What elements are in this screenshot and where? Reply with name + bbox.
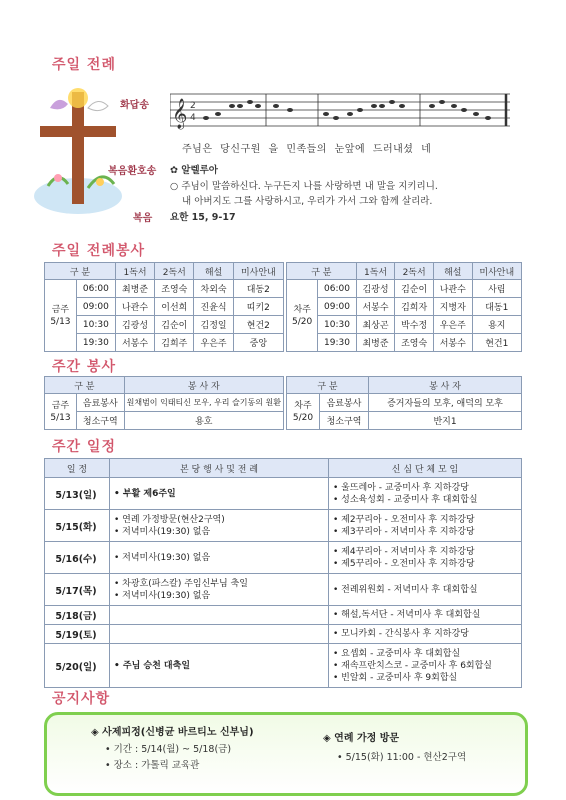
time-cell: 10:30 (76, 316, 115, 334)
table-cell: 우은주 (194, 334, 233, 352)
weekly-service-table-next-week (286, 376, 522, 430)
table-cell: 중앙 (233, 334, 283, 352)
table-row (287, 334, 522, 352)
date-cell: 5/18(금) (45, 606, 110, 625)
week-label: 차주 5/20 (287, 394, 320, 430)
col-header: 구 분 (45, 377, 125, 394)
col-header: 구 분 (287, 377, 369, 394)
gospel-reference: 요한 15, 9-17 (170, 212, 236, 223)
events-cell (110, 625, 329, 644)
table-row (287, 280, 522, 298)
col-header: 1독서 (115, 263, 154, 280)
col-header: 2독서 (395, 263, 434, 280)
liturgy-service-table-this-week (44, 262, 284, 352)
table-cell: 조영숙 (155, 280, 194, 298)
table-cell: 음료봉사 (320, 394, 369, 412)
col-header: 2독서 (155, 263, 194, 280)
date-cell: 5/15(화) (45, 510, 110, 542)
table-row (45, 334, 284, 352)
section-title-weekly-schedule: 주간 일정 (52, 439, 116, 455)
col-header: 일 정 (45, 459, 110, 478)
table-cell: 용호 (124, 412, 283, 430)
table-cell: 나관수 (433, 280, 472, 298)
time-cell: 10:30 (318, 316, 356, 334)
date-cell: 5/19(토) (45, 625, 110, 644)
svg-text:𝄞: 𝄞 (172, 99, 188, 129)
notice-left-item: • 기간 : 5/14(월) ~ 5/18(금) (105, 744, 232, 755)
table-cell: 현건2 (233, 316, 283, 334)
circle-icon: ○ (170, 181, 182, 192)
table-row (45, 316, 284, 334)
table-cell: 김순이 (395, 280, 434, 298)
groups-cell: • 모니카회 - 간식봉사 후 지하강당 (329, 625, 522, 644)
weekly-service-table-this-week (44, 376, 284, 430)
table-header-row (287, 263, 522, 280)
table-cell: 지병자 (433, 298, 472, 316)
table-row (287, 298, 522, 316)
events-cell: • 부활 제6주일 (110, 478, 329, 510)
time-cell: 19:30 (76, 334, 115, 352)
table-cell: 서봉수 (115, 334, 154, 352)
col-header: 구 분 (287, 263, 357, 280)
section-title-notices: 공지사항 (52, 691, 111, 707)
table-row (45, 478, 522, 510)
groups-cell: • 제4꾸리아 - 저녁미사 후 지하강당 • 제5꾸리아 - 오전미사 후 지하강당 (329, 542, 522, 574)
week-label: 금주 5/13 (45, 394, 77, 430)
table-cell: 차외숙 (194, 280, 233, 298)
groups-cell: • 전례위원회 - 저녁미사 후 대회합실 (329, 574, 522, 606)
table-row (45, 280, 284, 298)
table-cell: 청소구역 (76, 412, 124, 430)
svg-text:4: 4 (190, 113, 196, 123)
table-cell: 원채범이 익태티신 모우, 우리 슬기동의 원환 (124, 394, 283, 412)
table-row (45, 298, 284, 316)
table-cell: 대동2 (233, 280, 283, 298)
weekly-schedule-table (44, 458, 522, 688)
cross-illustration (28, 78, 128, 218)
table-row (287, 316, 522, 334)
col-header: 해설 (194, 263, 233, 280)
col-header: 1독서 (356, 263, 395, 280)
table-row (45, 606, 522, 625)
table-cell: 우은주 (433, 316, 472, 334)
time-cell: 06:00 (76, 280, 115, 298)
groups-cell: • 요셉회 - 교중미사 후 대회합실 • 재속프란치스코 - 교중미사 후 6회합실 • 빈알회 - 교중미사 후 9회합실 (329, 644, 522, 688)
table-cell: 현건1 (472, 334, 521, 352)
table-cell: 음료봉사 (76, 394, 124, 412)
verse-line-2: 내 아버지도 그를 사랑하시고, 우리가 가서 그와 함께 살리라. (182, 196, 433, 207)
svg-text:2: 2 (190, 101, 196, 111)
table-cell: 김광성 (115, 316, 154, 334)
time-cell: 06:00 (318, 280, 356, 298)
events-cell: • 주님 승천 대축일 (110, 644, 329, 688)
groups-cell: • 해설,독서단 - 저녁미사 후 대회합실 (329, 606, 522, 625)
table-cell: 사림 (472, 280, 521, 298)
table-cell: 대동1 (472, 298, 521, 316)
col-header: 봉 사 자 (369, 377, 522, 394)
gospel-label: 복음 (133, 213, 153, 224)
date-cell: 5/16(수) (45, 542, 110, 574)
groups-cell: • 제2꾸리아 - 오전미사 후 지하강당 • 제3꾸리아 - 저녁미사 후 지하강당 (329, 510, 522, 542)
col-header: 구 분 (45, 263, 116, 280)
table-cell: 김광성 (356, 280, 395, 298)
table-row (45, 644, 522, 688)
date-cell: 5/20(일) (45, 644, 110, 688)
table-cell: 반지1 (369, 412, 522, 430)
table-cell: 청소구역 (320, 412, 369, 430)
col-header: 봉 사 자 (124, 377, 283, 394)
table-cell: 서봉수 (433, 334, 472, 352)
gospel-acclamation-label: 복음환호송 (108, 166, 157, 177)
section-title-weekly-service: 주간 봉사 (52, 359, 116, 375)
table-cell: 서봉수 (356, 298, 395, 316)
music-staff (170, 84, 514, 136)
events-cell: • 연례 가정방문(현산2구역) • 저녁미사(19:30) 없음 (110, 510, 329, 542)
date-cell: 5/17(목) (45, 574, 110, 606)
table-cell: 김희주 (155, 334, 194, 352)
time-cell: 09:00 (318, 298, 356, 316)
table-row (45, 412, 284, 430)
events-cell: • 저녁미사(19:30) 없음 (110, 542, 329, 574)
table-row (45, 394, 284, 412)
events-cell (110, 606, 329, 625)
col-header: 해설 (433, 263, 472, 280)
table-row (45, 574, 522, 606)
notice-left-heading: ◈ 사제피정(신병균 바르티노 신부님) (91, 727, 254, 738)
table-cell: 김희자 (395, 298, 434, 316)
notice-left-item: • 장소 : 가톨릭 교육관 (105, 760, 200, 771)
table-header-row (45, 377, 284, 394)
table-cell: 진윤식 (194, 298, 233, 316)
table-cell: 나관수 (115, 298, 154, 316)
table-header-row (45, 263, 284, 280)
diamond-icon: ◈ (323, 733, 335, 744)
table-cell: 조영숙 (395, 334, 434, 352)
time-cell: 19:30 (318, 334, 356, 352)
table-row (287, 412, 522, 430)
notice-right-heading: ◈ 연례 가정 방문 (323, 733, 400, 744)
liturgy-service-table-next-week (286, 262, 522, 352)
section-title-liturgy-service: 주일 전례봉사 (52, 243, 146, 259)
table-cell: 용지 (472, 316, 521, 334)
col-header: 미사안내 (472, 263, 521, 280)
diamond-icon: ◈ (91, 727, 103, 738)
table-cell: 최상곤 (356, 316, 395, 334)
notice-box (44, 712, 528, 796)
table-row (287, 394, 522, 412)
table-header-row (45, 459, 522, 478)
table-row (45, 510, 522, 542)
table-cell: 김정일 (194, 316, 233, 334)
gradual-label: 화답송 (120, 100, 149, 111)
lyrics: 주님은 당신구원 을 민족들의 눈앞에 드러내셨 네 (182, 144, 432, 155)
notice-right-item: • 5/15(화) 11:00 - 현산2구역 (337, 752, 467, 763)
table-cell: 증거자들의 모후, 애덕의 모후 (369, 394, 522, 412)
table-header-row (287, 377, 522, 394)
col-header: 미사안내 (233, 263, 283, 280)
table-cell: 김순이 (155, 316, 194, 334)
table-row (45, 625, 522, 644)
alleluia: ✿ 알렐루아 (170, 165, 218, 176)
table-cell: 띠키2 (233, 298, 283, 316)
verse-line-1: ○ 주님이 말씀하신다. 누구든지 나를 사랑하면 내 말을 지키리니. (170, 181, 438, 192)
groups-cell: • 울뜨레아 - 교중미사 후 지하강당 • 성소육성회 - 교중미사 후 대회합실 (329, 478, 522, 510)
date-cell: 5/13(일) (45, 478, 110, 510)
section-title-liturgy: 주일 전례 (52, 57, 116, 73)
bullet-icon: ✿ (170, 165, 182, 176)
week-label: 차주 5/20 (287, 280, 318, 352)
table-cell: 박수정 (395, 316, 434, 334)
events-cell: • 차광호(파스칼) 주임신부님 축일 • 저녁미사(19:30) 없음 (110, 574, 329, 606)
week-label: 금주 5/13 (45, 280, 77, 352)
time-cell: 09:00 (76, 298, 115, 316)
col-header: 본 당 행 사 및 전 례 (110, 459, 329, 478)
table-row (45, 542, 522, 574)
table-cell: 최병준 (115, 280, 154, 298)
table-cell: 이선희 (155, 298, 194, 316)
col-header: 신 심 단 체 모 임 (329, 459, 522, 478)
table-cell: 최병준 (356, 334, 395, 352)
